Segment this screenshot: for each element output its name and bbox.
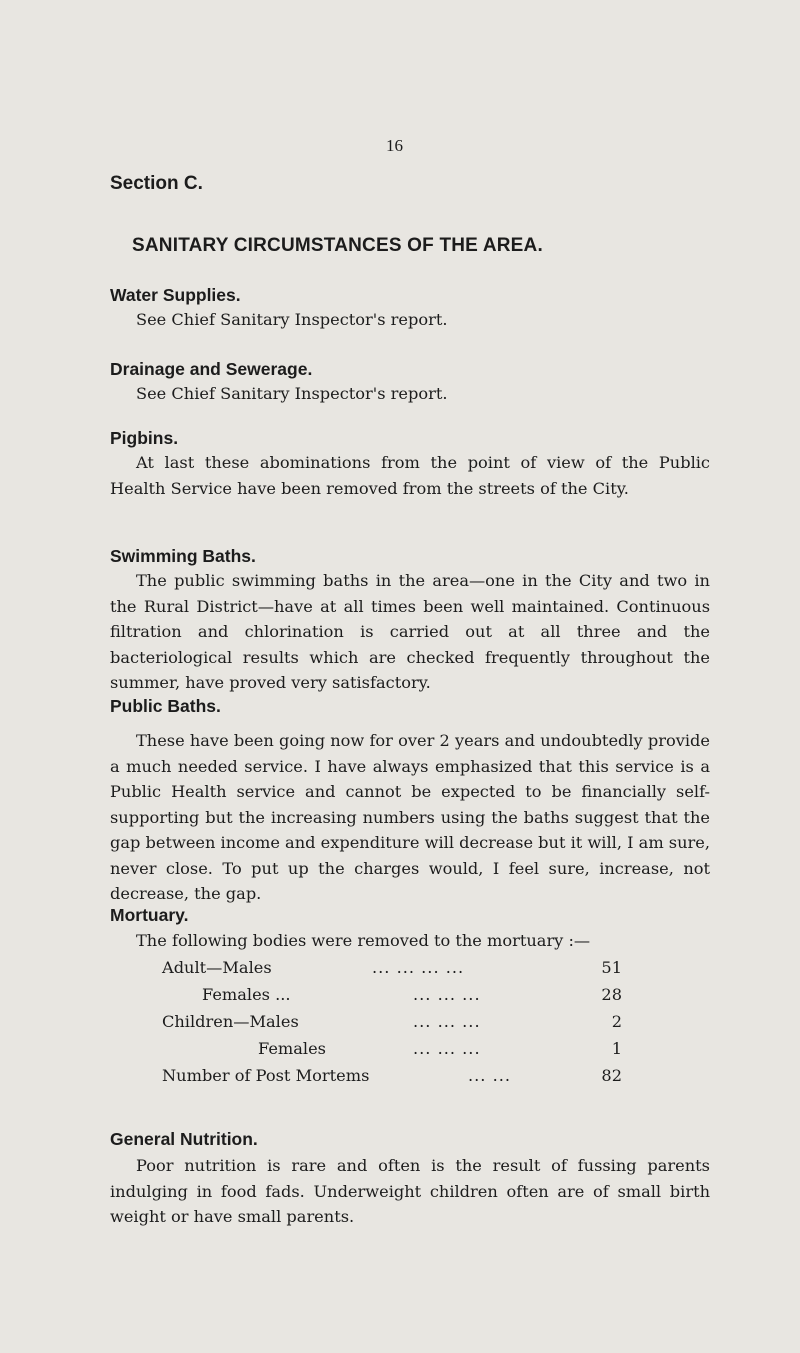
- table-row: [110, 1008, 710, 1035]
- page-number: 16: [386, 136, 403, 155]
- public-baths-section: [110, 694, 710, 907]
- swimming-baths-text: The public swimming baths in the area—one in the City and two in the Rural District—have at all times been well maintained. Continuous filtration and chlorination is carried out at all three and the bacteriological results which are checked frequently throughout the summer, have proved very satisfactory.: [110, 571, 710, 692]
- row-value: 2: [611, 1012, 622, 1031]
- swimming-baths-heading: Swimming Baths.: [110, 546, 256, 566]
- drainage-heading: Drainage and Sewerage.: [110, 359, 313, 379]
- general-nutrition-section: [110, 1127, 710, 1230]
- table-row: [110, 954, 710, 981]
- water-supplies-section: [110, 283, 710, 333]
- row-leader: ... ...: [468, 1066, 512, 1085]
- mortuary-intro: The following bodies were removed to the mortuary :—: [136, 931, 591, 950]
- swimming-baths-section: [110, 544, 710, 696]
- row-leader: ... ... ...: [413, 1039, 481, 1058]
- pigbins-heading: Pigbins.: [110, 428, 179, 448]
- drainage-section: [110, 357, 710, 407]
- row-label: Number of Post Mortems: [162, 1066, 370, 1085]
- row-leader: ... ... ...: [413, 985, 481, 1004]
- drainage-text: See Chief Sanitary Inspector's report.: [136, 384, 448, 403]
- row-label: Adult—Males: [162, 958, 272, 977]
- page-title: SANITARY CIRCUMSTANCES OF THE AREA.: [132, 235, 543, 256]
- row-leader: ... ... ... ...: [372, 958, 465, 977]
- row-value: 82: [601, 1066, 622, 1085]
- water-supplies-text: See Chief Sanitary Inspector's report.: [136, 310, 448, 329]
- table-row: [110, 1035, 710, 1062]
- table-row: [110, 1062, 710, 1089]
- row-value: 1: [611, 1039, 622, 1058]
- pigbins-text: At last these abominations from the point of view of the Public Health Service have been removed from the streets of the City.: [110, 453, 710, 498]
- row-value: 51: [601, 958, 622, 977]
- water-supplies-heading: Water Supplies.: [110, 285, 241, 305]
- public-baths-heading: Public Baths.: [110, 696, 221, 716]
- mortuary-table: [110, 954, 710, 1089]
- mortuary-heading: Mortuary.: [110, 905, 189, 925]
- general-nutrition-text: Poor nutrition is rare and often is the result of fussing parents indulging in food fads. Underweight children often are of small birth weight or have small parents.: [110, 1156, 710, 1226]
- row-leader: ... ... ...: [413, 1012, 481, 1031]
- row-value: 28: [601, 985, 622, 1004]
- pigbins-section: [110, 426, 710, 501]
- general-nutrition-heading: General Nutrition.: [110, 1129, 258, 1149]
- mortuary-section: [110, 903, 710, 1089]
- row-label: Females: [258, 1039, 326, 1058]
- row-label: Females ...: [202, 985, 291, 1004]
- table-row: [110, 981, 710, 1008]
- section-label: Section C.: [110, 173, 203, 194]
- row-label: Children—Males: [162, 1012, 299, 1031]
- public-baths-text: These have been going now for over 2 years and undoubtedly provide a much needed service. I have always emphasized that this service is a Public Health service and cannot be expected to be financially self-supporting but the increasing numbers using the baths suggest that the gap between income and expenditure will decrease but it will, I am sure, never close. To put up the charges would, I feel sure, increase, not decrease, the gap.: [110, 731, 711, 903]
